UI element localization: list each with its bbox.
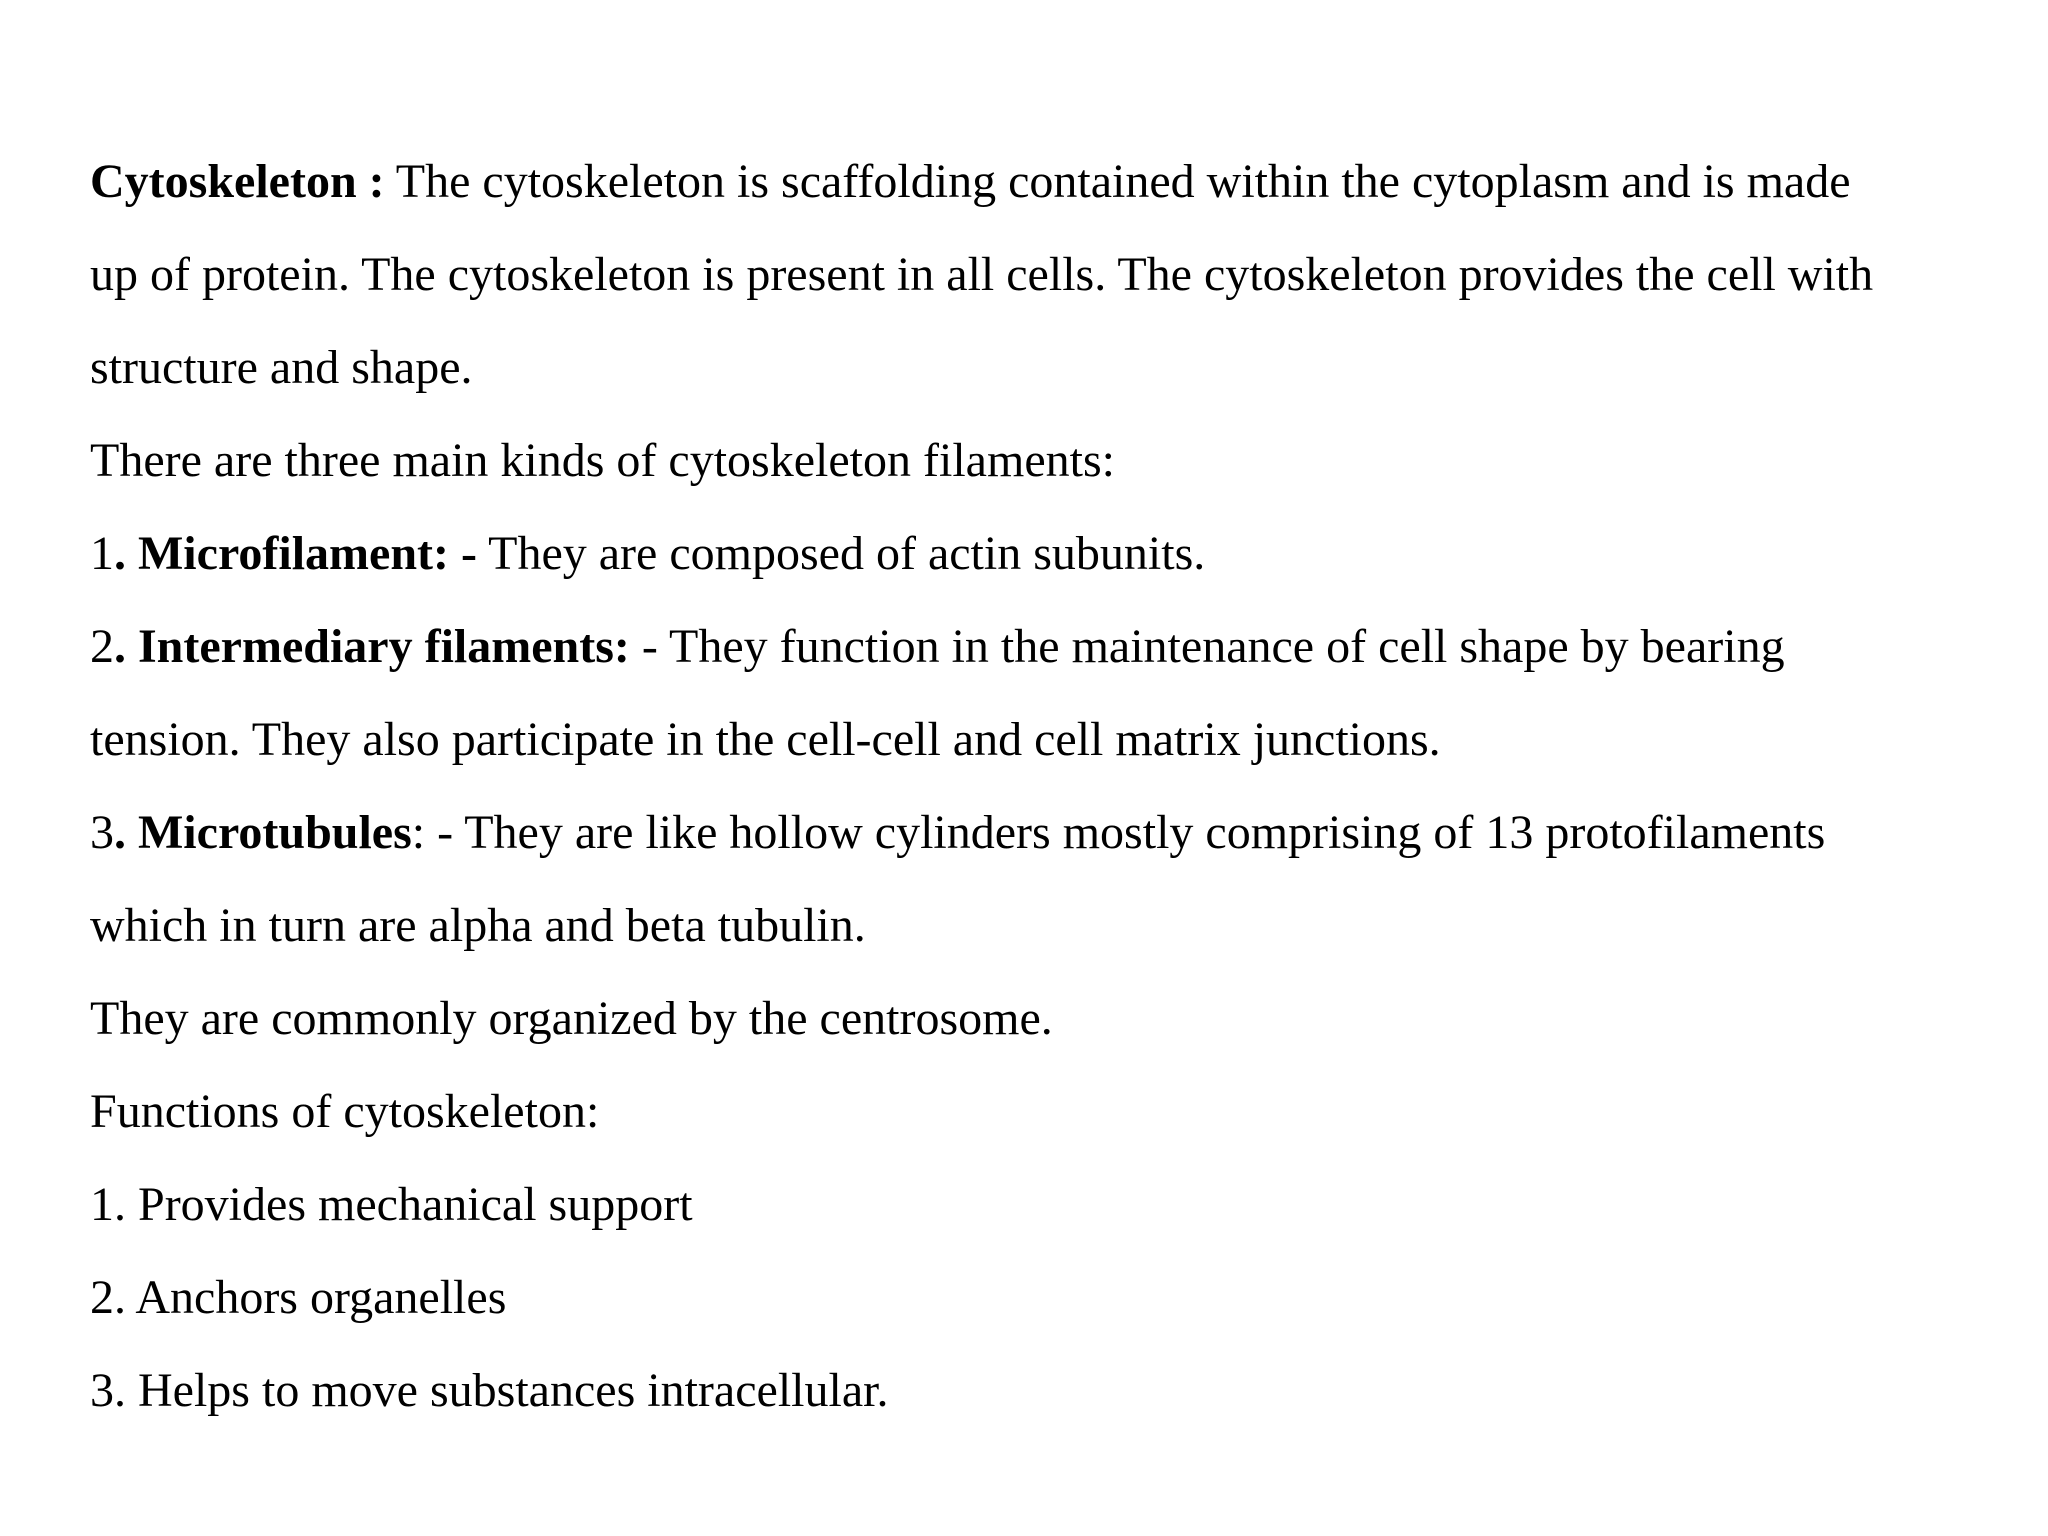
intro-text-1: The cytoskeleton is scaffolding contained within the cytoplasm and is made bbox=[384, 155, 1851, 208]
intro-line-3: structure and shape. bbox=[90, 341, 473, 394]
kind-continuation-intermediary: tension. They also participate in the cell-cell and cell matrix junctions. bbox=[90, 713, 1441, 766]
kind-number: 1 bbox=[90, 527, 114, 580]
functions-heading: Functions of cytoskeleton: bbox=[90, 1085, 600, 1138]
kind-text: They are composed of actin subunits. bbox=[476, 527, 1206, 580]
cytoskeleton-term: Cytoskeleton : bbox=[90, 155, 385, 208]
kind-text: - They function in the maintenance of cell shape by bearing bbox=[629, 620, 1785, 673]
kind-term: . Microfilament: - bbox=[114, 527, 477, 580]
kind-item-microtubules bbox=[90, 803, 1825, 863]
kind-number: 3 bbox=[90, 806, 114, 859]
kind-item-intermediary-filaments bbox=[90, 617, 1785, 677]
function-item: 1. Provides mechanical support bbox=[90, 1178, 693, 1231]
kind-continuation-microtubules: which in turn are alpha and beta tubulin. bbox=[90, 899, 866, 952]
kind-item-microfilament bbox=[90, 524, 1205, 584]
kinds-heading: There are three main kinds of cytoskeleton filaments: bbox=[90, 434, 1115, 487]
function-item: 3. Helps to move substances intracellular. bbox=[90, 1364, 889, 1417]
centrosome-note: They are commonly organized by the centrosome. bbox=[90, 992, 1053, 1045]
intro-line-2: up of protein. The cytoskeleton is present in all cells. The cytoskeleton provides the cell with bbox=[90, 248, 1874, 301]
intro-line-1 bbox=[90, 152, 1851, 212]
kind-term: . Microtubules bbox=[114, 806, 412, 859]
kind-text: : - They are like hollow cylinders mostly comprising of 13 protofilaments bbox=[411, 806, 1826, 859]
kind-number: 2 bbox=[90, 620, 114, 673]
kind-term: . Intermediary filaments: bbox=[114, 620, 630, 673]
function-item: 2. Anchors organelles bbox=[90, 1271, 507, 1324]
